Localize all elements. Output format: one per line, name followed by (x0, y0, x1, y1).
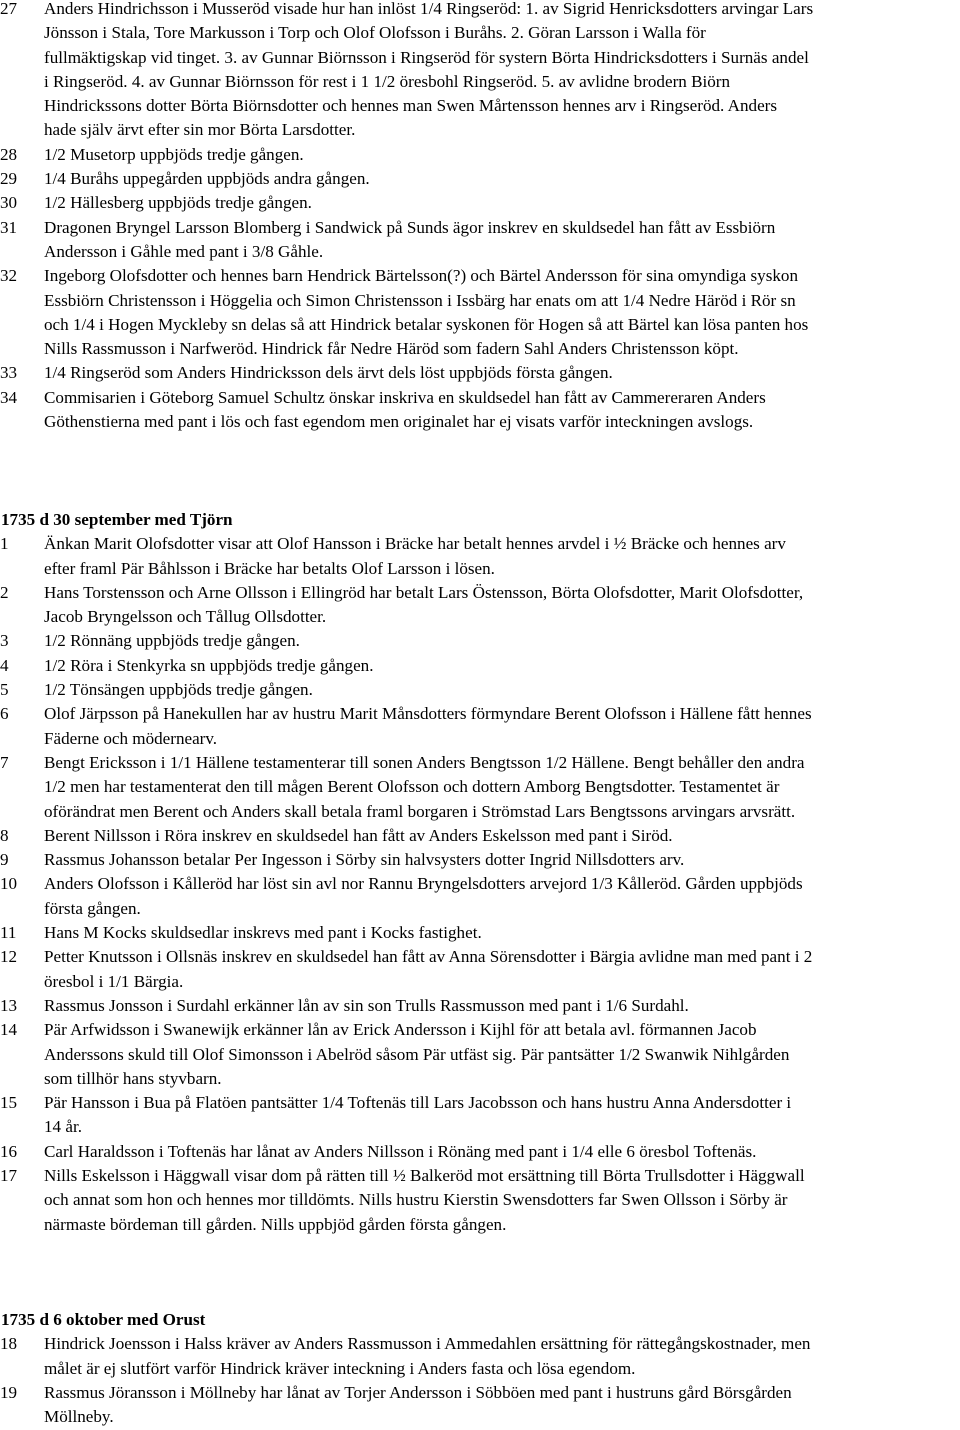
entry-text (44, 143, 960, 167)
entry-text (44, 386, 960, 435)
entry-number: 5 (0, 680, 9, 700)
entry-text (44, 167, 960, 191)
entry-line: 1/2 Tönsängen uppbjöds tredje gången. (44, 680, 313, 700)
entry-text (44, 848, 960, 872)
entry-line: och annat som hon och hennes mor tilldömts. Nills hustru Kierstin Swensdotters far Swen Ollsson i Sörby är (44, 1190, 788, 1210)
entry (0, 532, 960, 581)
entry-line: Commisarien i Göteborg Samuel Schultz önskar inskriva en skuldsedel han fått av Cammereraren Anders (44, 387, 766, 407)
entry-number: 14 (0, 1020, 18, 1040)
entry-text (44, 0, 960, 143)
entry-number: 9 (0, 850, 9, 870)
entry-number: 12 (0, 947, 18, 967)
entry-text (44, 216, 960, 265)
entry (0, 1018, 960, 1091)
entry-line: Nills Eskelsson i Häggwall visar dom på rätten till ½ Balkeröd mot ersättning till Börta Trullsdotter i Häggwall (44, 1166, 805, 1186)
entry (0, 1164, 960, 1237)
section-2 (0, 508, 960, 1237)
entry-text (44, 1381, 960, 1430)
entry-text (44, 1332, 960, 1381)
entry (0, 945, 960, 994)
entry (0, 0, 960, 143)
entry-number: 13 (0, 995, 18, 1015)
entry-line: Rassmus Johansson betalar Per Ingesson i Sörby sin halvsysters dotter Ingrid Nillsdotters arv. (44, 850, 685, 870)
entry-line: 1/2 Rönnäng uppbjöds tredje gången. (44, 631, 300, 651)
entry-text (44, 629, 960, 653)
entry-line: 1/2 men har testamenterat den till mågen Berent Olofsson och dottern Amborg Bengtsdotter. Testamentet är (44, 777, 780, 797)
entry-text (44, 1164, 960, 1237)
entry (0, 216, 960, 265)
entry (0, 191, 960, 215)
entry-line: hade själv ärvt efter sin mor Börta Larsdotter. (44, 120, 356, 140)
entry-number: 30 (0, 193, 18, 213)
entry (0, 264, 960, 361)
entry-line: Hans M Kocks skuldsedlar inskrevs med pant i Kocks fastighet. (44, 923, 482, 943)
entry (0, 678, 960, 702)
entry-number: 8 (0, 825, 9, 845)
entry-line: 1/4 Ringseröd som Anders Hindricksson dels ärvt dels löst uppbjöds första gången. (44, 363, 613, 383)
entry-line: Hindrickssons dotter Börta Biörnsdotter och hennes man Swen Mårtensson hennes arv i Ringseröd. Anders (44, 96, 778, 116)
entry-number: 16 (0, 1141, 18, 1161)
entry (0, 994, 960, 1018)
entry (0, 629, 960, 653)
entry (0, 702, 960, 751)
entry-line: Berent Nillsson i Röra inskrev en skuldsedel han fått av Anders Eskelsson med pant i Siröd. (44, 825, 673, 845)
entry-number: 27 (0, 0, 18, 18)
entry-text (44, 1091, 960, 1140)
entry (0, 386, 960, 435)
entry-line: Pär Hansson i Bua på Flatöen pantsätter 1/4 Toftenäs till Lars Jacobsson och hans hustru Anna Andersdotter i (44, 1093, 792, 1113)
entry-line: 1/4 Buråhs uppegården uppbjöds andra gången. (44, 169, 370, 189)
entry-line: Ingeborg Olofsdotter och hennes barn Hendrick Bärtelsson(?) och Bärtel Andersson för sina omyndiga syskon (44, 266, 799, 286)
entry (0, 143, 960, 167)
entry (0, 654, 960, 678)
entry-line: 1/2 Röra i Stenkyrka sn uppbjöds tredje gången. (44, 655, 374, 675)
entry-text (44, 654, 960, 678)
entry-line: Andersson i Gåhle med pant i 3/8 Gåhle. (44, 241, 324, 261)
entry-line: Änkan Marit Olofsdotter visar att Olof Hansson i Bräcke har betalt hennes arvdel i ½ Bräcke och hennes arv (44, 534, 786, 554)
entry-line: Göthenstierna med pant i lös och fast egendom men originalet har ej visats varför inteckningen avslogs. (44, 412, 754, 432)
entry-line: och 1/4 i Hogen Myckleby sn delas så att Hindrick betalar syskonen för Hogen så att Bärtel kan lösa panten hos (44, 314, 809, 334)
entry-line: närmaste bördeman till gården. Nills uppbjöd gården första gången. (44, 1214, 507, 1234)
entry-line: Pär Arfwidsson i Swanewijk erkänner lån av Erick Andersson i Kijhl för att betala avl. förmannen Jacob (44, 1020, 757, 1040)
entry-line: 14 år. (44, 1117, 82, 1137)
entry-line: Bengt Ericksson i 1/1 Hällene testamenterar till sonen Anders Bengtsson 1/2 Hällene. Bengt behåller den andra (44, 752, 805, 772)
entry-line: Jönsson i Stala, Tore Markusson i Torp och Olof Olofsson i Buråhs. 2. Göran Larsson i Walla för (44, 23, 706, 43)
entry-text (44, 824, 960, 848)
entry-text (44, 678, 960, 702)
entry-line: Fäderne och mödernearv. (44, 728, 218, 748)
entry-line: Anders Olofsson i Kålleröd har löst sin avl nor Rannu Bryngelsdotters arvejord 1/3 Kålleröd. Gården uppbjöds (44, 874, 803, 894)
entry-line: Anders Hindrichsson i Musseröd visade hur han inlöst 1/4 Ringseröd: 1. av Sigrid Henricksdotters arvingar Lars (44, 0, 814, 18)
section-heading: 1735 d 30 september med Tjörn (1, 510, 233, 529)
entry-text (44, 751, 960, 824)
entry-number: 4 (0, 655, 9, 675)
entry-line: första gången. (44, 898, 141, 918)
entry (0, 1140, 960, 1164)
entry-line: efter framl Pär Båhlsson i Bräcke har betalts Olof Larsson i lösen. (44, 558, 495, 578)
entry-text (44, 1140, 960, 1164)
entry-line: 1/2 Musetorp uppbjöds tredje gången. (44, 144, 304, 164)
entry-line: Essbiörn Christensson i Höggelia och Simon Christensson i Issbärg har enats om att 1/4 Nedre Häröd i Rör sn (44, 290, 796, 310)
entry (0, 751, 960, 824)
entry-line: 1/2 Hällesberg uppbjöds tredje gången. (44, 193, 312, 213)
entry-number: 7 (0, 752, 9, 772)
entry-line: målet är ej slutfört varför Hindrick kräver inteckning i Anders fasta och lösa egendom. (44, 1358, 636, 1378)
entry-text (44, 361, 960, 385)
entry (0, 1091, 960, 1140)
entry-line: Hans Torstensson och Arne Ollsson i Ellingröd har betalt Lars Östensson, Börta Olofsdotter, Marit Olofsdotter, (44, 582, 804, 602)
entry-number: 29 (0, 169, 18, 189)
section-3 (0, 1308, 960, 1429)
entry-number: 34 (0, 387, 18, 407)
entry-text (44, 945, 960, 994)
entry-line: oförändrat men Berent och Anders skall betala framl borgaren i Strömstad Lars Bengtssons arvingars arvsrätt. (44, 801, 796, 821)
entry-line: Rassmus Jöransson i Möllneby har lånat av Torjer Andersson i Söbböen med pant i hustruns gård Börsgården (44, 1382, 792, 1402)
entry (0, 872, 960, 921)
section-heading: 1735 d 6 oktober med Orust (1, 1310, 206, 1329)
entry-text (44, 1018, 960, 1091)
entry-line: fullmäktigskap vid tinget. 3. av Gunnar Biörnsson i Ringseröd för systern Börta Hindricksdotters i Surnäs andel (44, 47, 809, 67)
entry (0, 921, 960, 945)
entry-number: 17 (0, 1166, 18, 1186)
entry-text (44, 872, 960, 921)
entry-line: Petter Knutsson i Ollsnäs inskrev en skuldsedel han fått av Anna Sörensdotter i Bärgia avlidne man med pant i 2 (44, 947, 813, 967)
entry-number: 10 (0, 874, 18, 894)
entry-line: Nills Rassmusson i Narfweröd. Hindrick får Nedre Häröd som fadern Sahl Anders Christensson köpt. (44, 339, 739, 359)
entry-line: Jacob Bryngelsson och Tållug Ollsdotter. (44, 607, 327, 627)
entry-number: 15 (0, 1093, 18, 1113)
entry-number: 2 (0, 582, 9, 602)
entry-number: 28 (0, 144, 18, 164)
entry-number: 11 (0, 923, 17, 943)
entry-number: 1 (0, 534, 9, 554)
entry-text (44, 581, 960, 630)
entry (0, 824, 960, 848)
entry-line: öresbol i 1/1 Bärgia. (44, 971, 184, 991)
entry (0, 581, 960, 630)
entry (0, 167, 960, 191)
entry-text (44, 191, 960, 215)
entry (0, 1381, 960, 1430)
entry-line: Carl Haraldsson i Toftenäs har lånat av Anders Nillsson i Rönäng med pant i 1/4 elle 6 öresbol Toftenäs. (44, 1141, 757, 1161)
entry-number: 6 (0, 704, 9, 724)
section-1 (0, 0, 960, 434)
entry-line: Möllneby. (44, 1407, 114, 1427)
entry-number: 31 (0, 217, 18, 237)
entry-line: Hindrick Joensson i Halss kräver av Anders Rassmusson i Ammedahlen ersättning för rättegångskostnader, men (44, 1334, 811, 1354)
entry-line: som tillhör hans styvbarn. (44, 1068, 222, 1088)
entry (0, 361, 960, 385)
entry-text (44, 994, 960, 1018)
entry-line: Rassmus Jonsson i Surdahl erkänner lån av sin son Trulls Rassmusson med pant i 1/6 Surdahl. (44, 995, 689, 1015)
entry-line: i Ringseröd. 4. av Gunnar Biörnsson för rest i 1 1/2 öresbohl Ringseröd. 5. av avlidne brodern Biörn (44, 71, 731, 91)
entry-text (44, 264, 960, 361)
entry-text (44, 921, 960, 945)
entry-text (44, 532, 960, 581)
entry-number: 3 (0, 631, 9, 651)
entry-line: Olof Järpsson på Hanekullen har av hustru Marit Månsdotters förmyndare Berent Olofsson i Hällene fått hennes (44, 704, 812, 724)
entry-number: 18 (0, 1334, 18, 1354)
entry (0, 1332, 960, 1381)
entry (0, 848, 960, 872)
entry-text (44, 702, 960, 751)
entry-line: Dragonen Bryngel Larsson Blomberg i Sandwick på Sunds ägor inskrev en skuldsedel han fått av Essbiörn (44, 217, 776, 237)
entry-number: 32 (0, 266, 18, 286)
entry-number: 19 (0, 1382, 18, 1402)
entry-number: 33 (0, 363, 18, 383)
entry-line: Anderssons skuld till Olof Simonsson i Abelröd såsom Pär utfäst sig. Pär pantsätter 1/2 Swanwik Nihlgården (44, 1044, 790, 1064)
